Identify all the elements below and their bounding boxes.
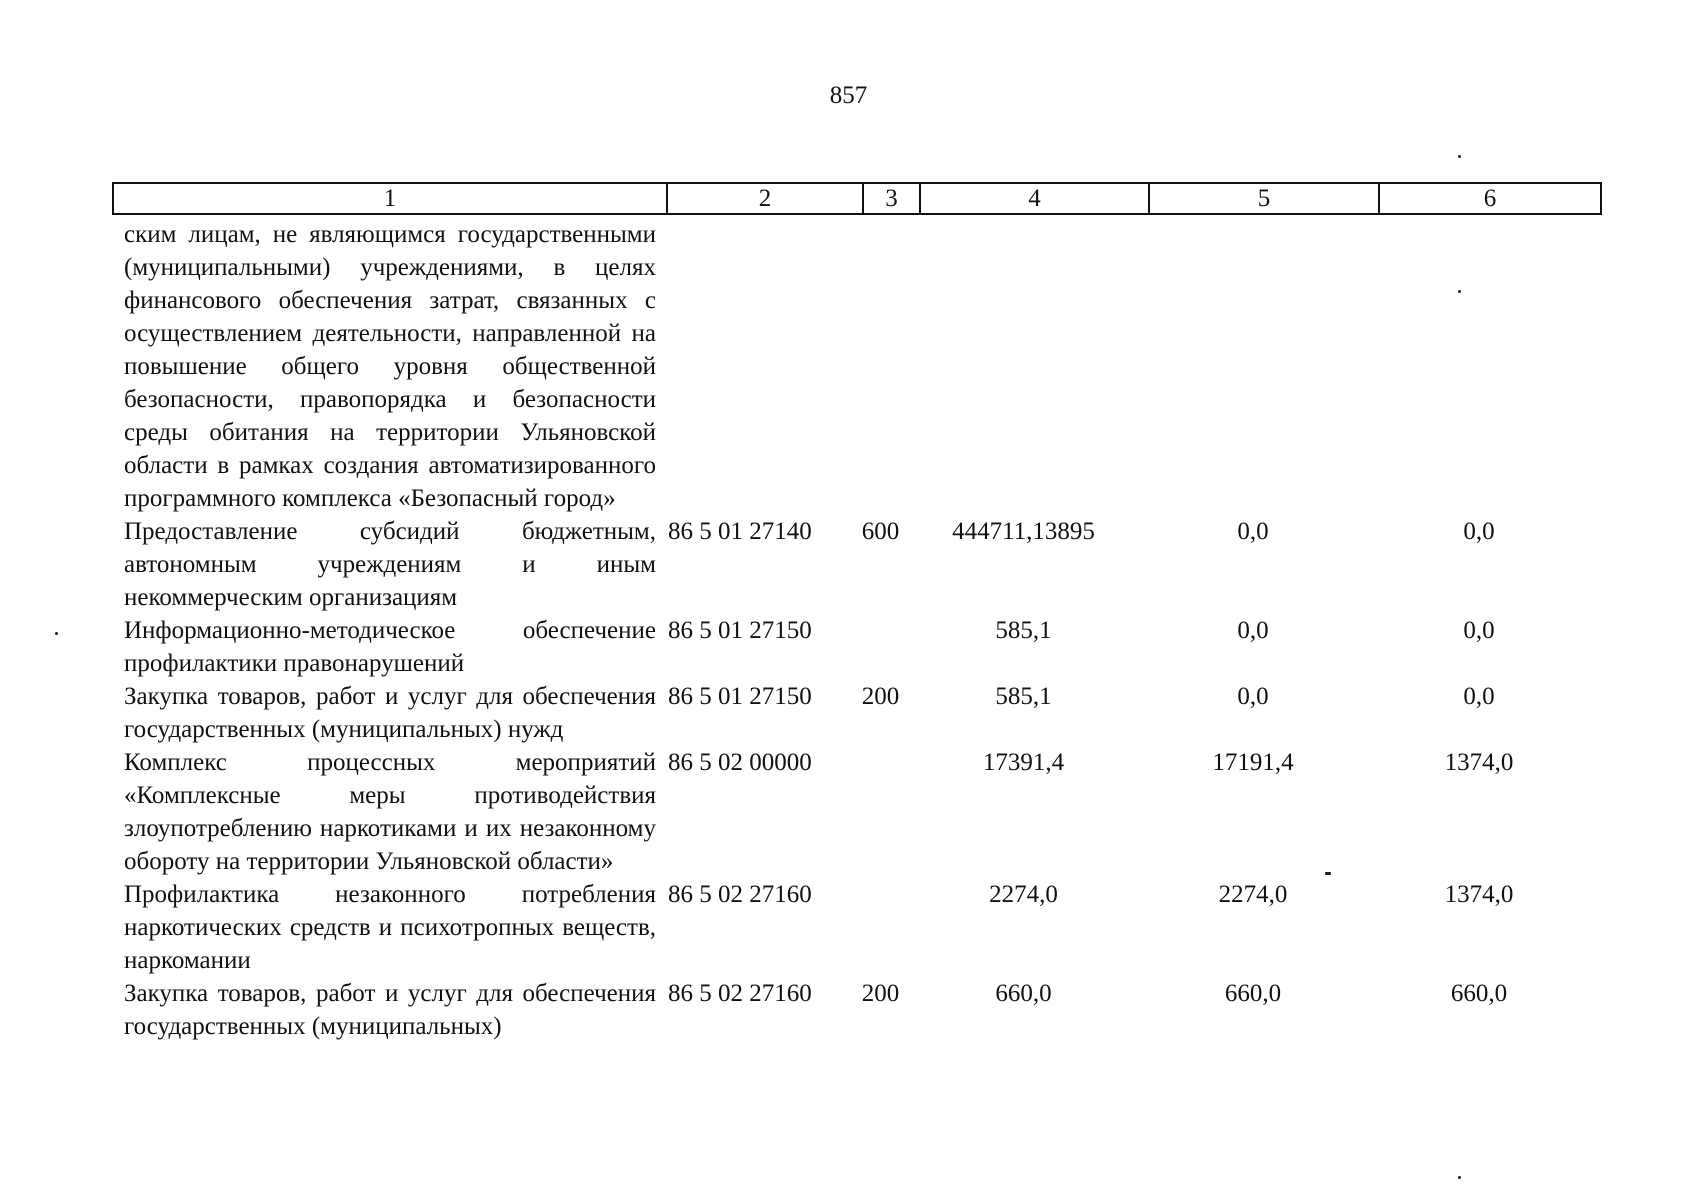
scan-speck [1458, 155, 1461, 158]
table-row [124, 515, 1602, 614]
row-value-2: 17191,4 [1212, 749, 1294, 776]
row-code: 86 5 02 27160 [668, 881, 812, 908]
row-value-3: 660,0 [1450, 980, 1508, 1007]
row-value-2: 0,0 [1237, 617, 1269, 644]
row-name: Закупка товаров, работ и услуг для обеспечения государственных (муниципальных) [124, 980, 656, 1040]
header-col-5: 5 [1150, 184, 1380, 213]
row-name: Информационно-методическое обеспечение профилактики правонарушений [124, 617, 656, 677]
header-col-4: 4 [921, 184, 1150, 213]
row-type [852, 746, 909, 878]
row-value-1: 585,1 [995, 617, 1052, 644]
header-col-3: 3 [864, 184, 921, 213]
header-col-1: 1 [114, 184, 668, 213]
row-type: 600 [861, 518, 900, 545]
row-name: Предоставление субсидий бюджетным, автономным учреждениям и иным некоммерческим организациям [124, 518, 656, 611]
table-row [124, 680, 1602, 746]
row-value-1: 2274,0 [989, 881, 1058, 908]
row-type: 200 [861, 683, 900, 710]
row-value-2: 2274,0 [1218, 881, 1288, 908]
row-name: Комплекс процессных мероприятий «Комплексные меры противодействия злоупотреблению наркотиками и их незаконному обороту на территории Ульяновской области» [124, 749, 656, 875]
row-name: Закупка товаров, работ и услуг для обеспечения государственных (муниципальных) нужд [124, 683, 656, 743]
row-type [852, 614, 909, 680]
row-value-3: 1374,0 [1444, 881, 1514, 908]
row-code [656, 218, 852, 515]
row-value-3: 0,0 [1463, 683, 1495, 710]
table-row [124, 746, 1602, 878]
row-value-1: 585,1 [995, 683, 1052, 710]
row-type: 200 [861, 980, 900, 1007]
row-value-1: 444711,13895 [952, 518, 1095, 545]
scan-speck [1458, 1176, 1461, 1179]
row-type [852, 878, 909, 977]
row-value-1: 17391,4 [982, 749, 1065, 776]
budget-table [124, 218, 1602, 1043]
header-col-2: 2 [668, 184, 864, 213]
scan-speck [1458, 290, 1461, 293]
row-code: 86 5 01 27150 [668, 683, 812, 710]
table-header [112, 182, 1602, 215]
row-code: 86 5 02 00000 [668, 749, 812, 776]
scan-speck [55, 632, 58, 635]
row-value-2: 660,0 [1224, 980, 1282, 1007]
table-row [124, 977, 1602, 1043]
row-value-3: 1374,0 [1444, 749, 1514, 776]
row-type [852, 218, 909, 515]
scan-speck [1325, 872, 1331, 875]
row-code: 86 5 02 27160 [668, 980, 812, 1007]
row-value-2 [1138, 218, 1368, 515]
row-code: 86 5 01 27150 [668, 617, 812, 644]
row-name: Профилактика незаконного потребления наркотических средств и психотропных веществ, наркомании [124, 881, 656, 974]
table-row [124, 614, 1602, 680]
table-row [124, 218, 1602, 515]
row-value-3: 0,0 [1463, 617, 1495, 644]
row-code: 86 5 01 27140 [668, 518, 812, 545]
header-col-6: 6 [1483, 185, 1497, 212]
row-value-3 [1368, 218, 1590, 515]
page-number: 857 [829, 82, 868, 109]
row-value-2: 0,0 [1237, 683, 1269, 710]
row-name: ским лицам, не являющимся государственными (муниципальными) учреждениями, в целях финансового обеспечения затрат, связанных с осуществлением деятельности, направленной на повышение общего уровня общественной безопасности, правопорядка и безопасности среды обитания на территории Ульяновской области в рамках создания автоматизированного программного комплекса «Безопасный город» [124, 221, 656, 512]
table-row [124, 878, 1602, 977]
row-value-1 [909, 218, 1138, 515]
row-value-3: 0,0 [1463, 518, 1495, 545]
row-value-1: 660,0 [995, 980, 1052, 1007]
row-value-2: 0,0 [1237, 518, 1269, 545]
